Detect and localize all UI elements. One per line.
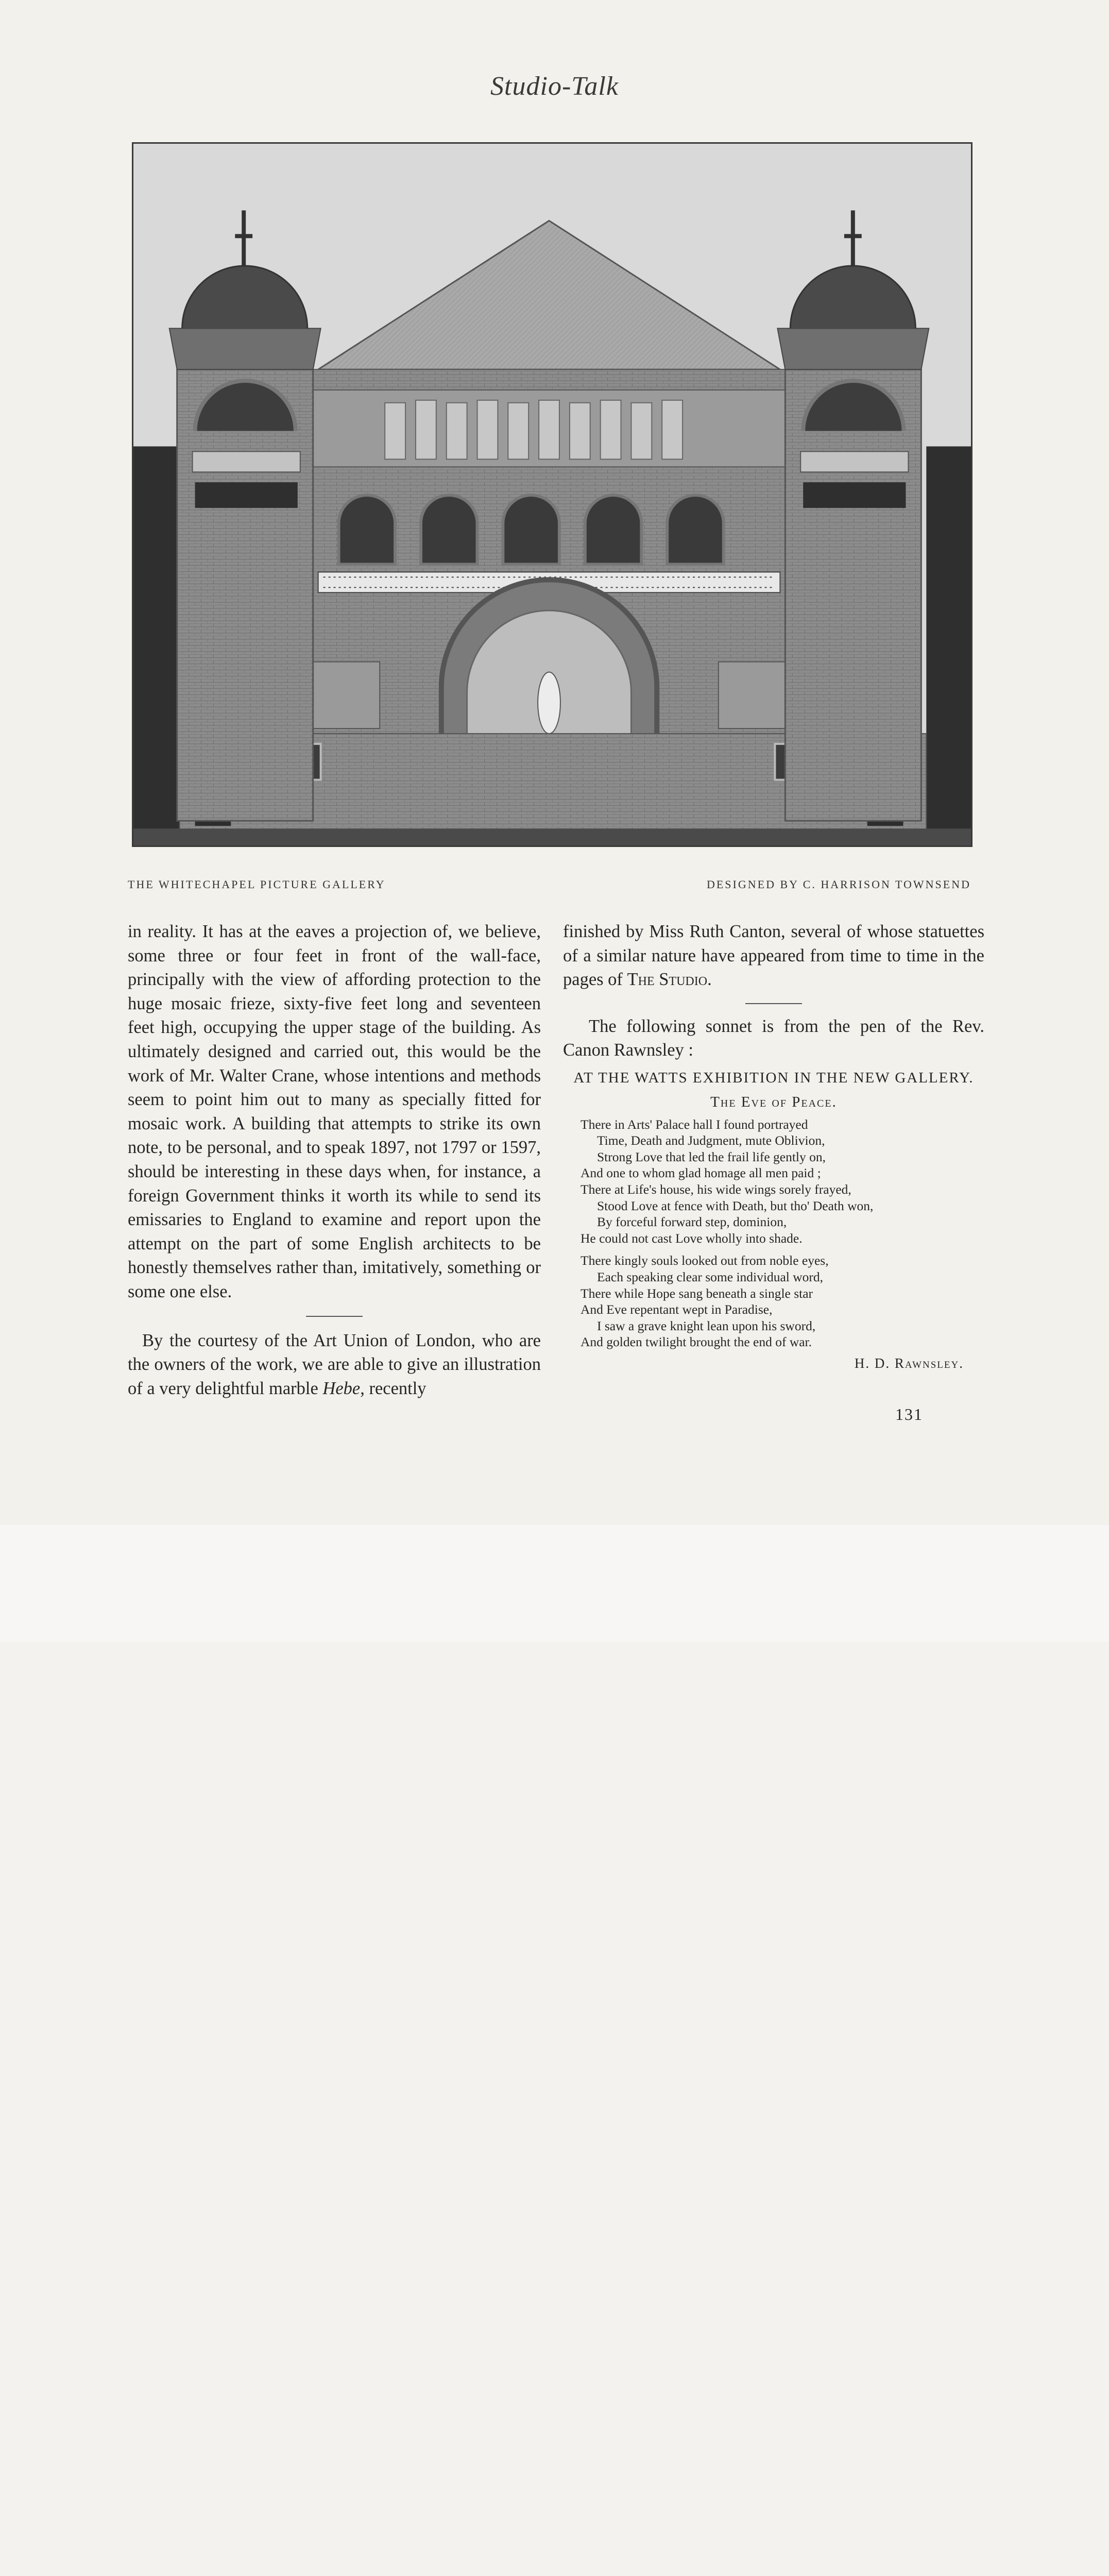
poem-line: I saw a grave knight lean upon his sword, [597, 1318, 816, 1333]
poem-signature: H. D. Rawnsley. [854, 1355, 964, 1371]
paragraph-text: , recently [360, 1378, 426, 1398]
digitization-footer [0, 1525, 1109, 1642]
poem-line: And golden twilight brought the end of war. [581, 1334, 812, 1350]
section-divider [306, 1316, 363, 1317]
poem-line: And Eve repentant wept in Paradise, [581, 1302, 773, 1317]
stanza-break [581, 1246, 984, 1252]
poem-line: He could not cast Love wholly into shade. [581, 1230, 803, 1246]
sculpture-title: Hebe [322, 1378, 361, 1398]
poem-heading: AT THE WATTS EXHIBITION IN THE NEW GALLERY. [573, 1069, 974, 1086]
poem-line: Time, Death and Judgment, mute Oblivion, [597, 1133, 825, 1148]
poem-line: There while Hope sang beneath a single star [581, 1285, 813, 1301]
paragraph-text: finished by Miss Ruth Canton, several of whose statuettes of a similar nature have appeared from time to time in the pages of [563, 922, 984, 990]
paragraph [128, 1329, 541, 1401]
paragraph-text: . [707, 970, 712, 990]
paragraph [563, 920, 984, 992]
poem-line: Each speaking clear some individual word, [597, 1269, 824, 1284]
section-divider [745, 1003, 802, 1004]
journal-name: The Studio [627, 970, 708, 990]
plate-caption-title: THE WHITECHAPEL PICTURE GALLERY [128, 878, 386, 891]
poem-line: There in Arts' Palace hall I found portrayed [581, 1116, 808, 1132]
left-text-column [128, 920, 541, 1400]
poem-line: Stood Love at fence with Death, but tho' Death won, [597, 1198, 874, 1213]
right-text-column [563, 920, 984, 1375]
building-elevation-drawing [133, 144, 971, 845]
poem-line: By forceful forward step, dominion, [597, 1214, 787, 1230]
sonnet [581, 1116, 984, 1350]
paragraph: in reality. It has at the eaves a projection of, we believe, some three or four feet in front of the wall-face, principally with the view of affording protection to the huge mosaic frieze, sixty-five feet long and seventeen feet high, occupying the upper stage of the building. As ultimately designed and carried out, this would be the work of Mr. Walter Crane, whose intentions and methods seem to point him out to many as specially fitted for mosaic work. A building that attempts to strike its own note, to be personal, and to speak 1897, not 1797 or 1597, should be interesting in these days when, for instance, a foreign Government thinks it worth its while to send its emissaries to England to examine and report upon the attempt on the part of some English architects to be honestly themselves rather than, imitatively, something or some one else. [128, 922, 541, 1301]
plate-caption-credit: DESIGNED BY C. HARRISON TOWNSEND [706, 878, 971, 891]
poem-title: The Eve of Peace. [710, 1093, 837, 1110]
paragraph: The following sonnet is from the pen of the Rev. Canon Rawnsley : [563, 1016, 984, 1060]
gallery-illustration [132, 142, 972, 847]
poem-line: And one to whom glad homage all men paid ; [581, 1165, 821, 1181]
poem-line: There at Life's house, his wide wings sorely frayed, [581, 1181, 851, 1197]
poem-line: Strong Love that led the frail life gently on, [597, 1149, 826, 1164]
running-head: Studio-Talk [490, 72, 619, 101]
poem-line: There kingly souls looked out from noble eyes, [581, 1253, 829, 1268]
page-number: 131 [895, 1405, 923, 1423]
paragraph-text: By the courtesy of the Art Union of London, who are the owners of the work, we are able to give an illustration of a very delightful marble [128, 1330, 541, 1398]
